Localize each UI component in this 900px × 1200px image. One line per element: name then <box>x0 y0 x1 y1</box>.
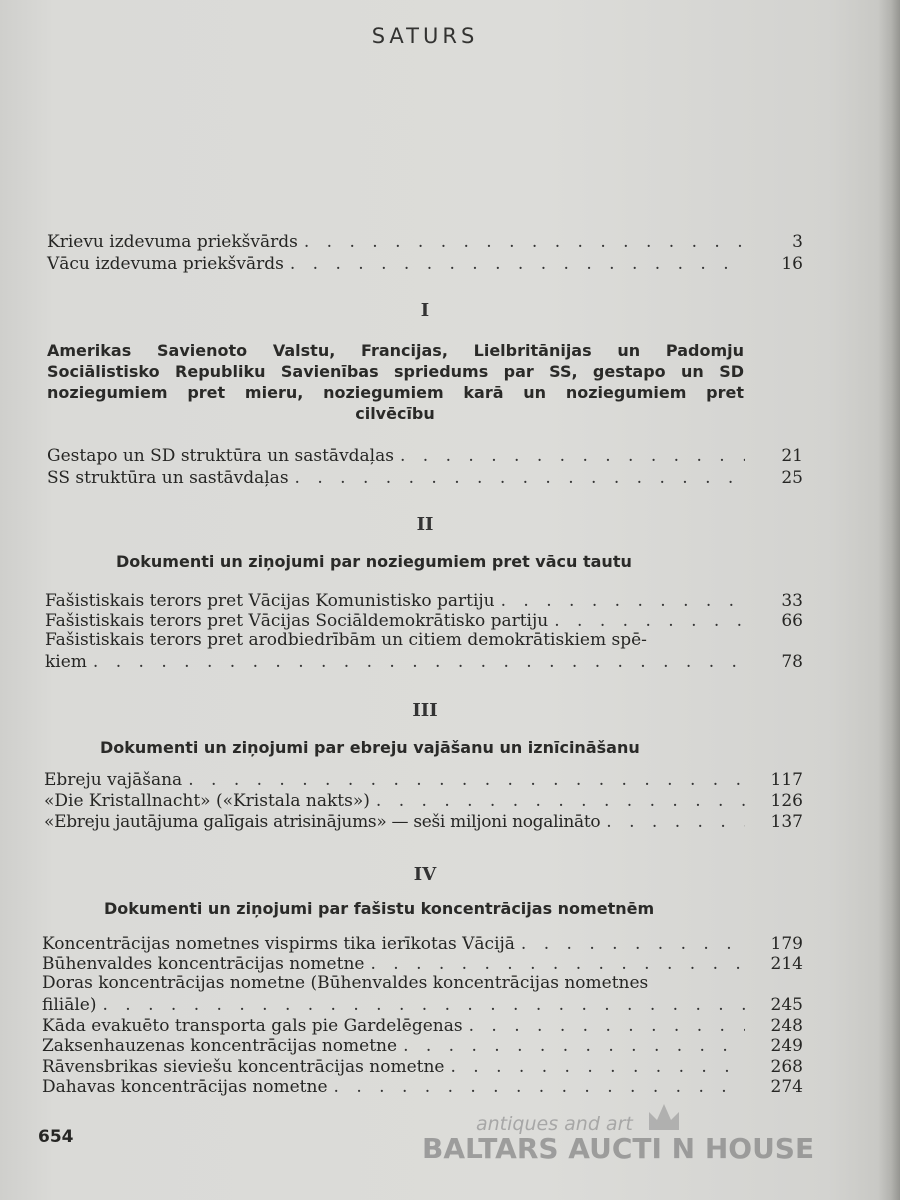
toc-entry-page: 66 <box>781 611 803 631</box>
leader-dots <box>376 791 745 811</box>
toc-entry-title: Fašistiskais terors pret Vācijas Sociāldemokrātisko partiju <box>45 611 549 631</box>
toc-entry <box>42 932 803 954</box>
toc-entry <box>44 789 803 811</box>
section-heading: Dokumenti un ziņojumi par fašistu koncentrācijas nometnēm <box>104 899 655 918</box>
toc-entry-page: 21 <box>781 446 803 466</box>
toc-entry <box>42 1075 803 1097</box>
toc-entry-title: Krievu izdevuma priekšvārds <box>47 232 298 252</box>
section-heading: noziegumiem pret mieru, noziegumiem karā un noziegumiem pret <box>47 383 744 402</box>
toc-entry-title: Būhenvaldes koncentrācijas nometne <box>42 954 365 974</box>
leader-dots <box>451 1057 746 1077</box>
leader-dots <box>304 232 745 252</box>
section-heading: cilvēcību <box>355 404 435 423</box>
leader-dots <box>403 1036 745 1056</box>
toc-entry-title: Vācu izdevuma priekšvārds <box>47 254 284 274</box>
toc-entry-page: 3 <box>792 232 803 252</box>
toc-entry-title: Fašistiskais terors pret Vācijas Komunistisko partiju <box>45 591 495 611</box>
leader-dots <box>501 591 745 611</box>
leader-dots <box>295 468 745 488</box>
toc-entry <box>44 810 803 832</box>
section-heading: Dokumenti un ziņojumi par ebreju vajāšanu un iznīcināšanu <box>100 738 640 757</box>
leader-dots <box>370 954 745 974</box>
leader-dots <box>334 1077 745 1097</box>
toc-entry <box>45 609 803 631</box>
toc-entry-page: 33 <box>781 591 803 611</box>
page-title: SATURS <box>371 24 479 48</box>
watermark-tagline: antiques and art <box>476 1113 633 1135</box>
leader-dots <box>400 446 745 466</box>
section-numeral: III <box>412 700 438 721</box>
toc-entry <box>42 952 803 974</box>
toc-entry-title: Rāvensbrikas sieviešu koncentrācijas nometne <box>42 1057 445 1077</box>
toc-entry <box>42 1014 803 1036</box>
toc-entry <box>45 650 803 672</box>
toc-entry-title: Zaksenhauzenas koncentrācijas nometne <box>42 1036 398 1056</box>
toc-entry <box>42 993 803 1015</box>
leader-dots <box>290 254 745 274</box>
section-heading: Sociālistisko Republiku Savienības spriedums par SS, gestapo un SD <box>47 362 744 381</box>
toc-entry <box>42 1055 803 1077</box>
toc-entry-page: 179 <box>770 934 803 954</box>
toc-entry <box>47 466 803 488</box>
toc-entry-page: 117 <box>770 770 803 790</box>
toc-entry-title: SS struktūra un sastāvdaļas <box>47 468 289 488</box>
page-edge-shadow <box>878 0 900 1200</box>
toc-entry-title: Koncentrācijas nometnes vispirms tika ierīkotas Vācijā <box>42 934 515 954</box>
toc-entry-page: 137 <box>770 812 803 832</box>
leader-dots <box>606 812 745 832</box>
leader-dots <box>469 1016 745 1036</box>
toc-entry-page: 249 <box>770 1036 803 1056</box>
toc-entry-title: kiem <box>45 652 87 672</box>
leader-dots <box>102 995 745 1015</box>
toc-entry <box>47 444 803 466</box>
section-heading: Amerikas Savienoto Valstu, Francijas, Lielbritānijas un Padomju <box>47 341 744 360</box>
toc-entry-page: 274 <box>770 1077 803 1097</box>
toc-entry-title: Dahavas koncentrācijas nometne <box>42 1077 328 1097</box>
toc-entry <box>44 768 803 790</box>
toc-entry-title: Kāda evakuēto transporta gals pie Gardelēgenas <box>42 1016 463 1036</box>
leader-dots <box>188 770 745 790</box>
watermark-logo: BALTARS AUCTI N HOUSE <box>422 1132 815 1165</box>
page-number: 654 <box>38 1127 74 1147</box>
section-numeral: IV <box>413 864 437 885</box>
toc-entry-page: 245 <box>770 995 803 1015</box>
toc-entry <box>47 230 803 252</box>
toc-entry-title: «Die Kristallnacht» («Kristala nakts») <box>44 791 370 811</box>
leader-dots <box>554 611 745 631</box>
leader-dots <box>93 652 745 672</box>
toc-entry-title: «Ebreju jautājuma galīgais atrisinājums» — seši miljoni nogalināto <box>44 812 601 832</box>
toc-entry-page: 16 <box>781 254 803 274</box>
section-numeral: II <box>416 514 434 535</box>
toc-entry-title: filiāle) <box>42 995 97 1015</box>
leader-dots <box>521 934 745 954</box>
toc-entry <box>47 252 803 274</box>
toc-entry-page: 78 <box>781 652 803 672</box>
toc-entry-page: 126 <box>770 791 803 811</box>
crown-icon <box>646 1100 682 1134</box>
toc-entry-page: 248 <box>770 1016 803 1036</box>
toc-entry <box>42 1034 803 1056</box>
toc-entry-title: Gestapo un SD struktūra un sastāvdaļas <box>47 446 394 466</box>
section-heading: Dokumenti un ziņojumi par noziegumiem pret vācu tautu <box>116 552 632 571</box>
toc-entry-title-line1: Fašistiskais terors pret arodbiedrībām un citiem demokrātiskiem spē- <box>45 630 647 650</box>
toc-entry-page: 268 <box>770 1057 803 1077</box>
toc-entry-page: 214 <box>770 954 803 974</box>
toc-entry <box>45 589 803 611</box>
section-numeral: I <box>420 300 430 321</box>
toc-entry-title-line1: Doras koncentrācijas nometne (Būhenvaldes koncentrācijas nometnes <box>42 973 649 993</box>
toc-entry-page: 25 <box>781 468 803 488</box>
toc-entry-title: Ebreju vajāšana <box>44 770 183 790</box>
